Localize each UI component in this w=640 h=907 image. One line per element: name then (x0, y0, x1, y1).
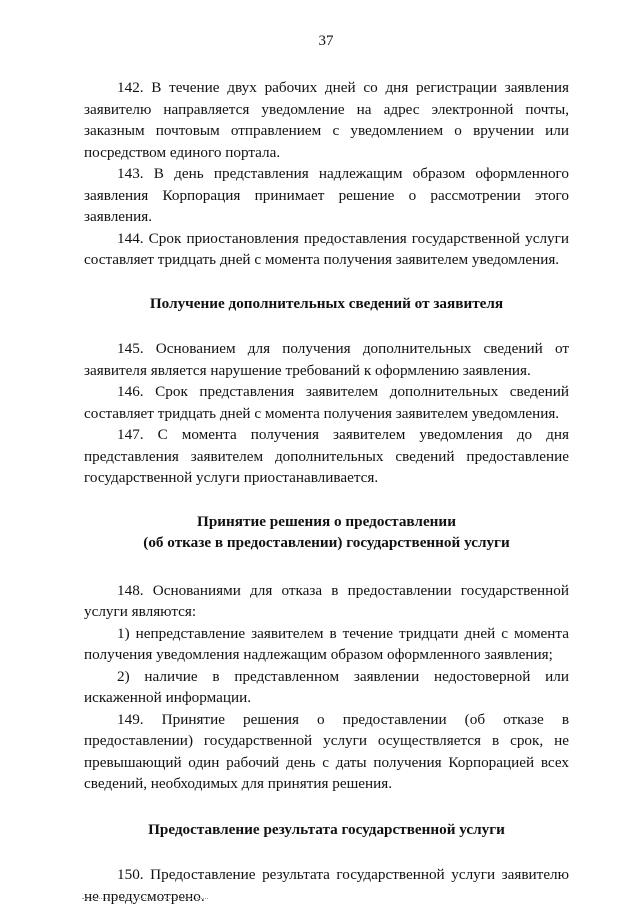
document-body (84, 77, 569, 907)
section-heading-decision-line-1: Принятие решения о предоставлении (197, 512, 456, 530)
section-heading-decision (84, 511, 569, 554)
paragraph-148-item-1: 1) непредставление заявителем в течение тридцати дней с момента получения уведомления надлежащим образом оформленного заявления; (84, 624, 569, 663)
paragraph-144: 144. Срок приостановления предоставления государственной услуги составляет тридцать дней с момента получения заявителем уведомления. (84, 229, 569, 268)
paragraph-148: 148. Основаниями для отказа в предоставлении государственной услуги являются: (84, 581, 569, 620)
section-heading-additional-info: Получение дополнительных сведений от заявителя (149, 294, 504, 312)
paragraph-146: 146. Срок представления заявителем дополнительных сведений составляет тридцать дней с момента получения заявителем уведомления. (84, 383, 569, 422)
paragraph-150: 150. Предоставление результата государственной услуги заявителю не предусмотрено. (84, 866, 569, 905)
paragraph-145: 145. Основанием для получения дополнительных сведений от заявителя является нарушение требований к оформлению заявления. (84, 340, 569, 379)
scan-edge-mark (82, 897, 208, 899)
paragraph-149: 149. Принятие решения о предоставлении (об отказе в предоставлении) государственной услуги осуществляется в срок, не превышающий один рабочий день с даты получения Корпорацией всех сведений, необходимых для принятия решения. (84, 710, 569, 792)
paragraph-148-item-2: 2) наличие в представленном заявлении недостоверной или искаженной информации. (84, 667, 569, 706)
paragraph-142: 142. В течение двух рабочих дней со дня регистрации заявления заявителю направляется уведомление на адрес электронной почты, заказным почтовым отправлением с уведомлением о вручении или посредством единого портала. (84, 79, 569, 161)
paragraph-147: 147. С момента получения заявителем уведомления до дня представления заявителем дополнительных сведений предоставление государственной услуги приостанавливается. (84, 426, 569, 486)
section-heading-result: Предоставление результата государственной услуги (148, 820, 505, 838)
paragraph-143: 143. В день представления надлежащим образом оформленного заявления Корпорация принимает решение о рассмотрении этого заявления. (84, 165, 569, 225)
page-number: 37 (318, 33, 334, 49)
section-heading-decision-line-2: (об отказе в предоставлении) государственной услуги (143, 534, 510, 551)
